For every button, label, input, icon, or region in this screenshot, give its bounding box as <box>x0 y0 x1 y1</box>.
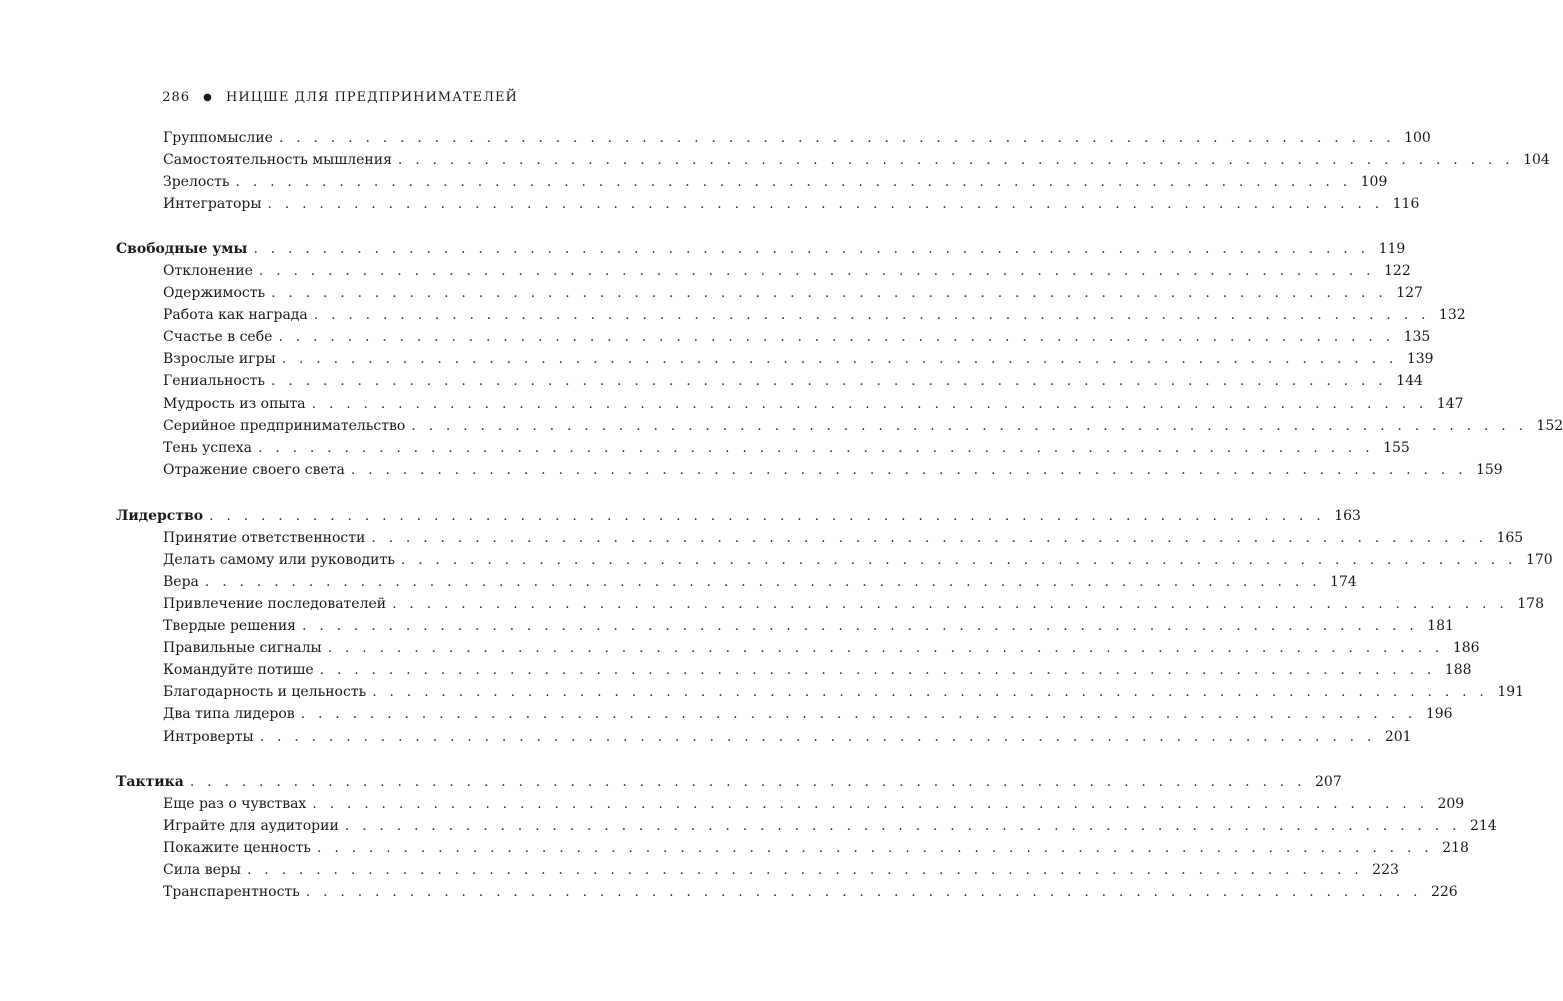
toc-entry-title: Принятие ответственности <box>163 530 366 546</box>
toc-entry[interactable] <box>163 394 1464 414</box>
page-number: 286 <box>162 90 191 105</box>
toc-entry-page: 188 <box>1444 662 1472 678</box>
dot-leader: . . . . . . . . . . . . . . . . . . . . . . . . . . . . . . . . . . . . . . . . . . . . . . . . . . . . . . . . . . . . . . . . . <box>204 574 1321 590</box>
toc-entry-title: Тень успеха <box>163 440 252 456</box>
toc-section-heading[interactable] <box>116 772 1342 792</box>
dot-leader: . . . . . . . . . . . . . . . . . . . . . . . . . . . . . . . . . . . . . . . . . . . . . . . . . . . . . . . . . . . . . . . . . <box>327 640 1444 656</box>
dot-leader: . . . . . . . . . . . . . . . . . . . . . . . . . . . . . . . . . . . . . . . . . . . . . . . . . . . . . . . . . . . . . . . . . <box>311 396 1428 412</box>
dot-leader: . . . . . . . . . . . . . . . . . . . . . . . . . . . . . . . . . . . . . . . . . . . . . . . . . . . . . . . . . . . . . . . . . <box>259 729 1376 745</box>
toc-entry-title: Привлечение последователей <box>163 596 387 612</box>
dot-leader: . . . . . . . . . . . . . . . . . . . . . . . . . . . . . . . . . . . . . . . . . . . . . . . . . . . . . . . . . . . . . . . . . <box>313 307 1430 323</box>
toc-entry[interactable] <box>163 283 1423 303</box>
toc-entry[interactable] <box>163 128 1431 148</box>
toc-entry[interactable] <box>163 172 1388 192</box>
toc-entry-title: Взрослые игры <box>163 351 276 367</box>
toc-entry-page: 165 <box>1496 530 1524 546</box>
toc-entry[interactable] <box>163 860 1399 880</box>
toc-entry[interactable] <box>163 550 1553 570</box>
toc-entry[interactable] <box>163 660 1472 680</box>
toc-entry[interactable] <box>163 528 1524 548</box>
toc-entry-title: Серийное предпринимательство <box>163 418 406 434</box>
toc-entry-page: 186 <box>1452 640 1480 656</box>
toc-section-heading[interactable] <box>116 506 1361 526</box>
toc-entry[interactable] <box>163 882 1458 902</box>
dot-leader: . . . . . . . . . . . . . . . . . . . . . . . . . . . . . . . . . . . . . . . . . . . . . . . . . . . . . . . . . . . . . . . . . <box>319 662 1436 678</box>
toc-section-page: 207 <box>1314 774 1342 790</box>
toc-section-page: 119 <box>1378 241 1406 257</box>
dot-leader: . . . . . . . . . . . . . . . . . . . . . . . . . . . . . . . . . . . . . . . . . . . . . . . . . . . . . . . . . . . . . . . . . <box>371 530 1488 546</box>
toc-entry-title: Транспарентность <box>163 884 300 900</box>
toc-section-page: 163 <box>1334 508 1361 524</box>
toc-entry[interactable] <box>163 416 1563 436</box>
toc-entry[interactable] <box>163 305 1466 325</box>
toc-entry-page: 100 <box>1404 130 1431 146</box>
toc-entry[interactable] <box>163 194 1420 214</box>
dot-leader: . . . . . . . . . . . . . . . . . . . . . . . . . . . . . . . . . . . . . . . . . . . . . . . . . . . . . . . . . . . . . . . . . <box>350 462 1467 478</box>
book-title: НИЦШЕ ДЛЯ ПРЕДПРИНИМАТЕЛЕЙ <box>226 90 518 105</box>
toc-entry-page: 226 <box>1430 884 1458 900</box>
toc-entry-title: Самостоятельность мышления <box>163 152 392 168</box>
toc-entry-page: 196 <box>1425 706 1453 722</box>
toc-entry[interactable] <box>163 727 1412 747</box>
dot-leader: . . . . . . . . . . . . . . . . . . . . . . . . . . . . . . . . . . . . . . . . . . . . . . . . . . . . . . . . . . . . . . . . . <box>372 684 1489 700</box>
dot-leader: . . . . . . . . . . . . . . . . . . . . . . . . . . . . . . . . . . . . . . . . . . . . . . . . . . . . . . . . . . . . . . . . . <box>257 440 1374 456</box>
toc-entry-page: 109 <box>1360 174 1388 190</box>
toc-section-title: Лидерство <box>116 508 204 524</box>
dot-leader: . . . . . . . . . . . . . . . . . . . . . . . . . . . . . . . . . . . . . . . . . . . . . . . . . . . . . . . . . . . . . . . . . <box>397 152 1514 168</box>
toc-section-heading[interactable] <box>116 239 1406 259</box>
toc-entry-title: Твердые решения <box>163 618 297 634</box>
toc-entry-title: Правильные сигналы <box>163 640 322 656</box>
toc-entry[interactable] <box>163 838 1469 858</box>
toc-entry-page: 201 <box>1384 729 1412 745</box>
dot-leader: . . . . . . . . . . . . . . . . . . . . . . . . . . . . . . . . . . . . . . . . . . . . . . . . . . . . . . . . . . . . . . . . . <box>278 130 1395 146</box>
dot-leader: . . . . . . . . . . . . . . . . . . . . . . . . . . . . . . . . . . . . . . . . . . . . . . . . . . . . . . . . . . . . . . . . . <box>317 840 1433 856</box>
toc-entry[interactable] <box>163 460 1503 480</box>
toc-entry[interactable] <box>163 150 1550 170</box>
toc-entry[interactable] <box>163 816 1497 836</box>
toc-entry-title: Отклонение <box>163 263 253 279</box>
toc-entry-page: 159 <box>1475 462 1503 478</box>
toc-entry-page: 104 <box>1523 152 1550 168</box>
toc-entry[interactable] <box>163 572 1357 592</box>
toc-entry-page: 135 <box>1403 329 1431 345</box>
toc-entry[interactable] <box>163 594 1544 614</box>
dot-leader: . . . . . . . . . . . . . . . . . . . . . . . . . . . . . . . . . . . . . . . . . . . . . . . . . . . . . . . . . . . . . . . . . <box>235 174 1352 190</box>
toc-entry-title: Два типа лидеров <box>163 706 295 722</box>
toc-entry-page: 214 <box>1469 818 1497 834</box>
toc-entry-title: Гениальность <box>163 373 266 389</box>
toc-entry-page: 155 <box>1383 440 1410 456</box>
toc-entry[interactable] <box>163 349 1434 369</box>
toc-entry-page: 147 <box>1436 396 1464 412</box>
dot-leader: . . . . . . . . . . . . . . . . . . . . . . . . . . . . . . . . . . . . . . . . . . . . . . . . . . . . . . . . . . . . . . . . . <box>281 351 1398 367</box>
toc-entry-page: 132 <box>1438 307 1466 323</box>
toc-entry-title: Еще раз о чувствах <box>163 796 307 812</box>
dot-leader: . . . . . . . . . . . . . . . . . . . . . . . . . . . . . . . . . . . . . . . . . . . . . . . . . . . . . . . . . . . . . . . . . <box>300 706 1417 722</box>
dot-leader: . . . . . . . . . . . . . . . . . . . . . . . . . . . . . . . . . . . . . . . . . . . . . . . . . . . . . . . . . . . . . . . . . <box>267 196 1384 212</box>
toc-entry-title: Отражение своего света <box>163 462 345 478</box>
dot-leader: . . . . . . . . . . . . . . . . . . . . . . . . . . . . . . . . . . . . . . . . . . . . . . . . . . . . . . . . . . . . . . . . . <box>312 796 1429 812</box>
toc-entry-page: 174 <box>1330 574 1357 590</box>
header-separator: ● <box>203 92 213 103</box>
toc-entry-title: Счастье в себе <box>163 329 273 345</box>
dot-leader: . . . . . . . . . . . . . . . . . . . . . . . . . . . . . . . . . . . . . . . . . . . . . . . . . . . . . . . . . . . . . . . . . <box>271 373 1387 389</box>
toc-entry-page: 181 <box>1427 618 1454 634</box>
dot-leader: . . . . . . . . . . . . . . . . . . . . . . . . . . . . . . . . . . . . . . . . . . . . . . . . . . . . . . . . . . . . . . . . . <box>253 241 1370 257</box>
dot-leader: . . . . . . . . . . . . . . . . . . . . . . . . . . . . . . . . . . . . . . . . . . . . . . . . . . . . . . . . . . . . . . . . . <box>400 552 1517 568</box>
dot-leader: . . . . . . . . . . . . . . . . . . . . . . . . . . . . . . . . . . . . . . . . . . . . . . . . . . . . . . . . . . . . . . . . . <box>305 884 1422 900</box>
toc-entry[interactable] <box>163 261 1411 281</box>
dot-leader: . . . . . . . . . . . . . . . . . . . . . . . . . . . . . . . . . . . . . . . . . . . . . . . . . . . . . . . . . . . . . . . . . <box>209 508 1325 524</box>
toc-entry-page: 116 <box>1392 196 1420 212</box>
toc-entry[interactable] <box>163 682 1525 702</box>
toc-entry-page: 139 <box>1406 351 1434 367</box>
toc-entry-page: 170 <box>1525 552 1553 568</box>
toc-entry-page: 152 <box>1536 418 1563 434</box>
dot-leader: . . . . . . . . . . . . . . . . . . . . . . . . . . . . . . . . . . . . . . . . . . . . . . . . . . . . . . . . . . . . . . . . . <box>302 618 1418 634</box>
dot-leader: . . . . . . . . . . . . . . . . . . . . . . . . . . . . . . . . . . . . . . . . . . . . . . . . . . . . . . . . . . . . . . . . . <box>344 818 1461 834</box>
toc-entry-title: Командуйте потише <box>163 662 314 678</box>
toc-entry-page: 218 <box>1442 840 1469 856</box>
toc-entry-title: Зрелость <box>163 174 230 190</box>
dot-leader: . . . . . . . . . . . . . . . . . . . . . . . . . . . . . . . . . . . . . . . . . . . . . . . . . . . . . . . . . . . . . . . . . <box>247 862 1363 878</box>
toc-section-title: Тактика <box>116 774 184 790</box>
toc-entry[interactable] <box>163 794 1465 814</box>
toc-entry-page: 127 <box>1396 285 1423 301</box>
dot-leader: . . . . . . . . . . . . . . . . . . . . . . . . . . . . . . . . . . . . . . . . . . . . . . . . . . . . . . . . . . . . . . . . . <box>392 596 1508 612</box>
toc-entry-page: 223 <box>1372 862 1399 878</box>
toc-entry-title: Мудрость из опыта <box>163 396 306 412</box>
toc-entry-page: 144 <box>1396 373 1423 389</box>
toc-entry-page: 191 <box>1497 684 1525 700</box>
toc-section-title: Свободные умы <box>116 241 248 257</box>
toc-entry-title: Сила веры <box>163 862 242 878</box>
running-head <box>0 90 680 105</box>
toc-entry-title: Играйте для аудитории <box>163 818 339 834</box>
toc-entry-title: Работа как награда <box>163 307 308 323</box>
toc-entry-page: 178 <box>1517 596 1544 612</box>
toc-entry-title: Интеграторы <box>163 196 262 212</box>
toc-entry-title: Группомыслие <box>163 130 273 146</box>
toc-entry-title: Вера <box>163 574 199 590</box>
toc-entry[interactable] <box>163 438 1410 458</box>
toc-entry-title: Интроверты <box>163 729 254 745</box>
toc-entry[interactable] <box>163 638 1480 658</box>
toc-entry[interactable] <box>163 616 1454 636</box>
toc-entry-page: 209 <box>1437 796 1465 812</box>
dot-leader: . . . . . . . . . . . . . . . . . . . . . . . . . . . . . . . . . . . . . . . . . . . . . . . . . . . . . . . . . . . . . . . . . <box>189 774 1306 790</box>
toc-entry[interactable] <box>163 704 1453 724</box>
dot-leader: . . . . . . . . . . . . . . . . . . . . . . . . . . . . . . . . . . . . . . . . . . . . . . . . . . . . . . . . . . . . . . . . . <box>278 329 1395 345</box>
dot-leader: . . . . . . . . . . . . . . . . . . . . . . . . . . . . . . . . . . . . . . . . . . . . . . . . . . . . . . . . . . . . . . . . . <box>258 263 1375 279</box>
toc-entry[interactable] <box>163 327 1431 347</box>
dot-leader: . . . . . . . . . . . . . . . . . . . . . . . . . . . . . . . . . . . . . . . . . . . . . . . . . . . . . . . . . . . . . . . . . <box>411 418 1528 434</box>
toc-entry-title: Делать самому или руководить <box>163 552 395 568</box>
toc-entry-page: 122 <box>1384 263 1411 279</box>
toc-entry-title: Одержимость <box>163 285 266 301</box>
toc-entry-title: Благодарность и цельность <box>163 684 367 700</box>
toc-entry[interactable] <box>163 371 1423 391</box>
dot-leader: . . . . . . . . . . . . . . . . . . . . . . . . . . . . . . . . . . . . . . . . . . . . . . . . . . . . . . . . . . . . . . . . . <box>271 285 1387 301</box>
toc-entry-title: Покажите ценность <box>163 840 312 856</box>
